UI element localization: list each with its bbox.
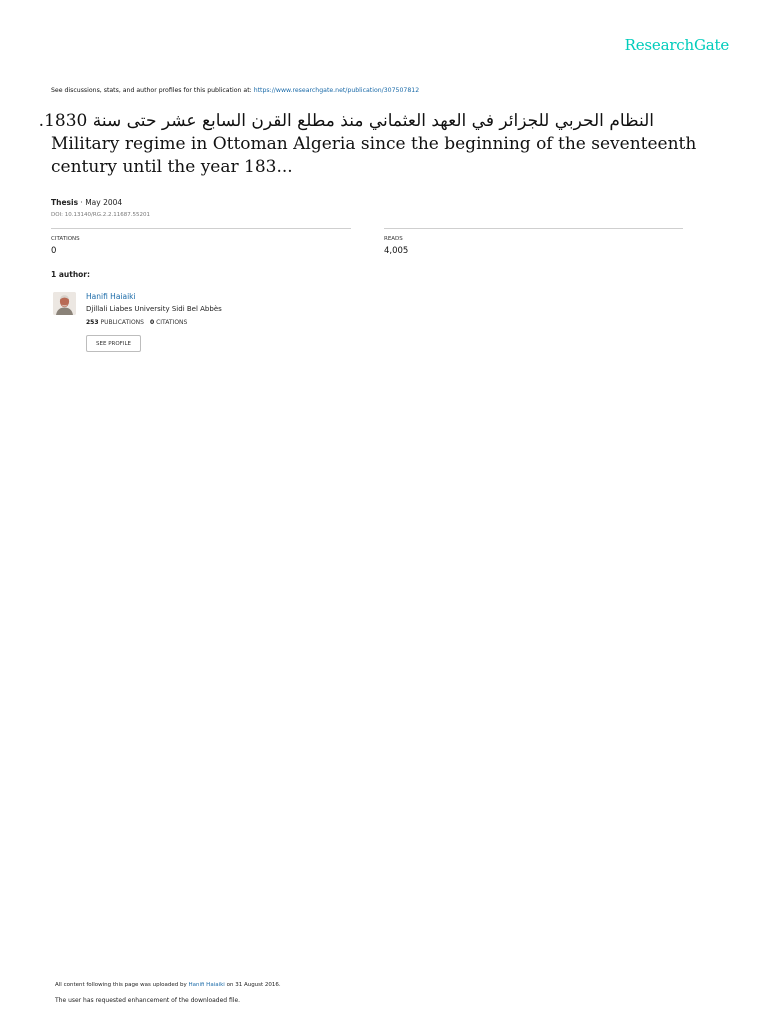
author-photo-icon — [53, 292, 76, 315]
enhancement-request-notice: The user has requested enhancement of the downloaded file. — [55, 997, 241, 1004]
upload-prefix: All content following this page was uploaded by — [55, 982, 187, 988]
upload-suffix: on 31 August 2016. — [226, 982, 281, 988]
author-publications-label: PUBLICATIONS — [100, 319, 144, 326]
title-english-line-2: century until the year 183... — [51, 157, 293, 177]
discussion-prefix: See discussions, stats, and author profiles for this publication at: — [51, 87, 252, 94]
author-publications-count: 253 — [86, 319, 99, 326]
citations-value: 0 — [51, 246, 57, 256]
reads-stat — [384, 228, 683, 256]
author-stats — [86, 319, 187, 326]
uploader-link[interactable]: Hanifi Haiaiki — [188, 982, 225, 988]
author-name-link[interactable]: Hanifi Haiaiki — [86, 292, 136, 301]
publication-doi: DOI: 10.13140/RG.2.2.11687.55201 — [51, 212, 150, 218]
author-affiliation: Djillali Liabes University Sidi Bel Abbès — [86, 305, 222, 313]
citations-label: CITATIONS — [51, 236, 80, 242]
authors-heading: 1 author: — [51, 270, 91, 279]
author-citations-label: CITATIONS — [156, 319, 188, 326]
discussion-line — [51, 87, 419, 94]
author-citations-count: 0 — [149, 319, 155, 326]
title-english-line-1: Military regime in Ottoman Algeria since the beginning of the seventeenth — [51, 134, 697, 154]
researchgate-logo[interactable]: ResearchGate — [624, 36, 729, 54]
publication-type-label: Thesis — [51, 198, 79, 207]
upload-notice — [55, 982, 281, 988]
reads-label: READS — [384, 236, 403, 242]
author-avatar[interactable] — [53, 292, 76, 315]
publication-link[interactable]: https://www.researchgate.net/publication/307507812 — [253, 87, 420, 94]
title-arabic-line: النظام الحربي للجزائر في العهد العثماني منذ مطلع القرن السابع عشر حتى سنة 1830. — [38, 111, 654, 131]
publication-type — [51, 198, 122, 207]
citations-stat — [51, 228, 351, 256]
reads-value: 4,005 — [384, 246, 409, 256]
publication-title — [38, 110, 731, 179]
see-profile-button[interactable]: SEE PROFILE — [86, 335, 141, 352]
publication-date: · May 2004 — [78, 198, 123, 207]
